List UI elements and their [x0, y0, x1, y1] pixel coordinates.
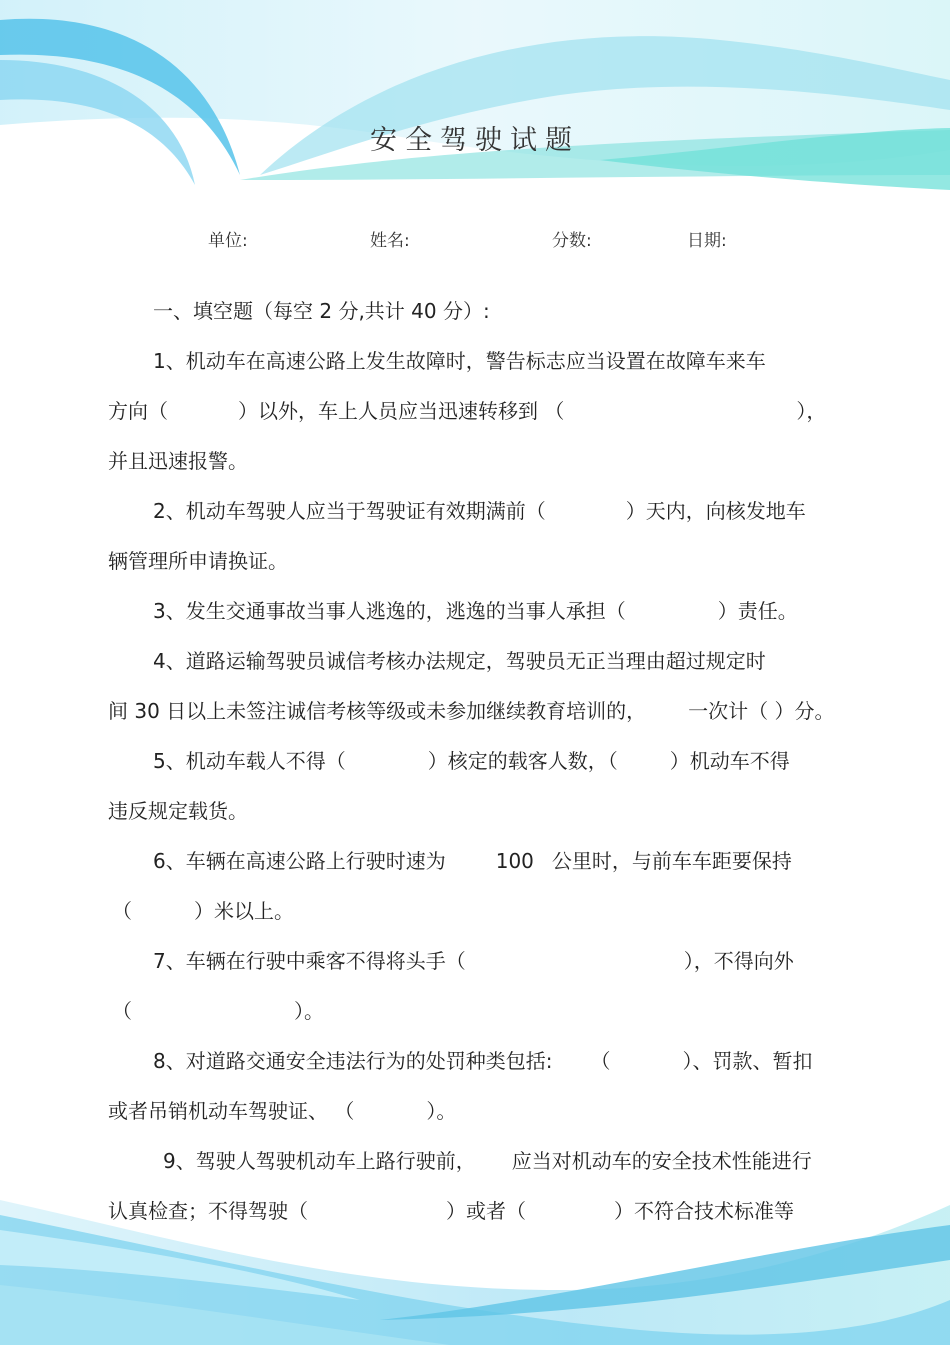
q4-text-b: 一次计（ ）分。	[688, 699, 835, 723]
question-8-line-2	[108, 1095, 456, 1124]
question-1-line-2	[108, 395, 826, 424]
question-2-line-2: 辆管理所申请换证。	[108, 549, 288, 573]
q6-text-d: ）米以上。	[194, 899, 294, 923]
question-4-line-1: 4、道路运输驾驶员诚信考核办法规定，驾驶员无正当理由超过规定时	[153, 649, 766, 673]
question-8-line-1	[153, 1045, 812, 1074]
question-9-line-2	[108, 1195, 794, 1224]
q6-speed: 100	[495, 849, 534, 873]
question-1-line-1: 1、机动车在高速公路上发生故障时，警告标志应当设置在故障车来车	[153, 349, 766, 373]
question-4-line-2	[108, 695, 835, 724]
date-label: 日期:	[687, 231, 727, 251]
q7-text-a: 7、车辆在行驶中乘客不得将头手（	[153, 949, 466, 973]
q9-text-b: 应当对机动车的安全技术性能进行	[511, 1149, 812, 1173]
q8-text-c: ）、罚款、暂扣	[682, 1049, 813, 1073]
q9-text-e: ）不符合技术标准等	[614, 1199, 794, 1223]
question-6-line-1	[153, 845, 792, 874]
q8-text-a: 8、对道路交通安全违法行为的处罚种类包括:	[153, 1049, 553, 1073]
q6-text-b: 公里时，与前车车距要保持	[551, 849, 792, 873]
q7-text-d: ）。	[294, 999, 324, 1023]
q9-text-d: ）或者（	[446, 1199, 526, 1223]
page-title: 安全驾驶试题	[370, 125, 580, 156]
question-2-line-1	[153, 495, 806, 524]
q2-text-b: ）天内，向核发地车	[625, 499, 806, 523]
unit-label: 单位:	[208, 231, 248, 251]
question-5-line-2: 违反规定载货。	[108, 799, 248, 823]
question-6-line-2	[112, 895, 294, 924]
q6-text-c: （	[112, 899, 132, 923]
q1-text-b: ）以外，车上人员应当迅速转移到 （	[238, 399, 565, 423]
question-3-line-1	[153, 595, 798, 624]
q5-text-a: 5、机动车载人不得（	[153, 749, 346, 773]
q3-text-a: 3、发生交通事故当事人逃逸的，逃逸的当事人承担（	[153, 599, 626, 623]
q7-text-b: ），不得向外	[683, 949, 794, 973]
name-label: 姓名:	[370, 231, 410, 251]
question-9-line-1	[163, 1145, 812, 1174]
q9-text-c: 认真检查；不得驾驶（	[108, 1199, 308, 1223]
q8-text-d: 或者吊销机动车驾驶证、 （	[108, 1099, 355, 1123]
q2-text-a: 2、机动车驾驶人应当于驾驶证有效期满前（	[153, 499, 546, 523]
section-heading: 一、填空题（每空 2 分,共计 40 分）:	[153, 299, 490, 323]
question-7-line-2	[112, 995, 324, 1024]
q4-text-a: 间 30 日以上未签注诚信考核等级或未参加继续教育培训的，	[108, 699, 647, 723]
q5-text-c: ）机动车不得	[669, 749, 790, 773]
q1-text-a: 方向（	[108, 399, 168, 423]
q7-text-c: （	[112, 999, 132, 1023]
question-5-line-1	[153, 745, 790, 774]
score-label: 分数:	[552, 231, 592, 251]
question-1-line-3: 并且迅速报警。	[108, 449, 248, 473]
q6-text-a: 6、车辆在高速公路上行驶时速为	[153, 849, 446, 873]
question-7-line-1	[153, 945, 794, 974]
q3-text-b: ）责任。	[717, 599, 798, 623]
q9-text-a: 9、驾驶人驾驶机动车上路行驶前，	[163, 1149, 476, 1173]
q1-text-c: ），	[796, 399, 827, 423]
q8-text-b: （	[590, 1049, 611, 1073]
q5-text-b: ）核定的载客人数，（	[427, 749, 618, 773]
q8-text-e: ）。	[426, 1099, 457, 1123]
